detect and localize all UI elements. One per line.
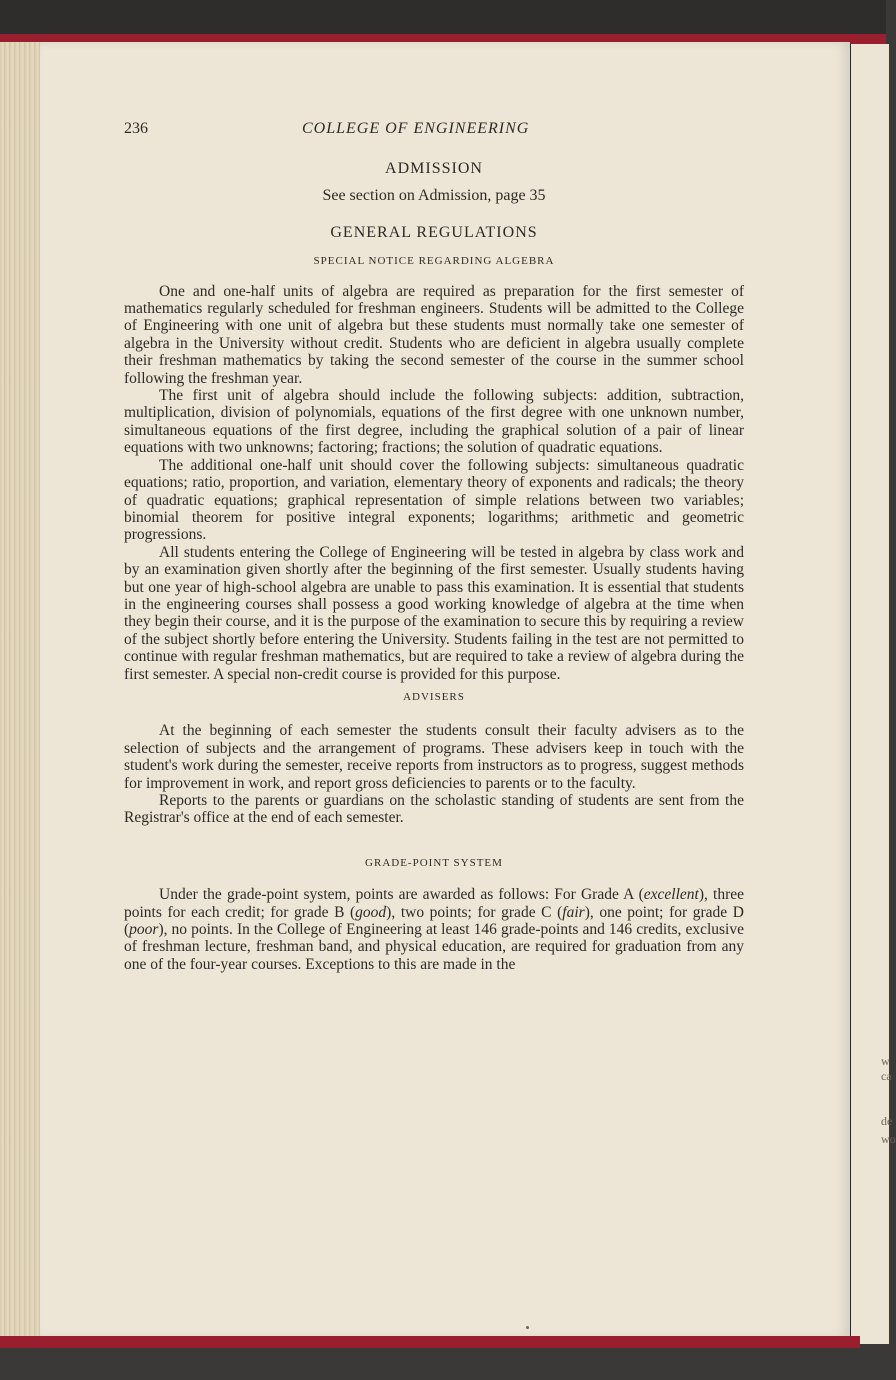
- grade-point-text: ), three points for each credit; for grade B (: [124, 886, 744, 921]
- page-number: 236: [124, 120, 148, 137]
- running-title: COLLEGE OF ENGINEERING: [302, 120, 530, 137]
- margin-mark: ca: [881, 1069, 892, 1083]
- grade-point-paragraph: [124, 886, 744, 973]
- advisers-section: [124, 722, 744, 826]
- grade-point-text: Under the grade-point system, points are awarded as follows: For Grade A (: [159, 886, 644, 904]
- algebra-section: [124, 283, 744, 683]
- advisers-heading: ADVISERS: [403, 690, 465, 703]
- grade-c-label: fair: [562, 903, 585, 921]
- grade-point-text: ), two points; for grade C (: [386, 903, 563, 921]
- body-paragraph: At the beginning of each semester the students consult their faculty advisers as to the selection of subjects and the arrangement of programs. These advisers keep in touch with the student's work during the semester, receive reports from instructors as to progress, suggest methods for improvement in work, and report gross deficiencies to parents or to the faculty.: [124, 722, 744, 792]
- grade-point-text: ), no points. In the College of Engineering at least 146 grade-points and 146 credits, exclusive of freshman lecture, freshman band, and physical education, are required for graduation from any one of the four-year courses. Exceptions to this are made in the: [124, 921, 744, 973]
- bottom-background: [0, 1348, 886, 1380]
- algebra-notice-subheading: SPECIAL NOTICE REGARDING ALGEBRA: [313, 255, 555, 268]
- grade-point-text: ), one point; for grade D (: [124, 903, 744, 939]
- adjacent-page: [848, 44, 896, 1344]
- admission-heading: ADMISSION: [385, 160, 483, 177]
- grade-b-label: good: [355, 903, 387, 921]
- margin-mark: wo: [881, 1132, 896, 1146]
- page-speck: [526, 1326, 529, 1329]
- margin-mark: w: [881, 1054, 890, 1068]
- general-regulations-heading: GENERAL REGULATIONS: [330, 223, 538, 241]
- admission-note: See section on Admission, page 35: [322, 187, 546, 205]
- margin-mark: de: [881, 1114, 893, 1128]
- grade-point-section: [124, 886, 744, 973]
- body-paragraph: Reports to the parents or guardians on the scholastic standing of students are sent from the Registrar's office at the end of each semester.: [124, 792, 744, 827]
- body-paragraph: The first unit of algebra should include the following subjects: addition, subtraction, multiplication, division of polynomials, equations of the first degree with one unknown number, simultaneous equations of the first degree, including the graphical solution of a pair of linear equations with two unknowns; factoring; fractions; the solution of quadratic equations.: [124, 387, 744, 457]
- page-stack-left: [0, 42, 40, 1342]
- body-paragraph: All students entering the College of Engineering will be tested in algebra by class work and by an examination given shortly after the beginning of the first semester. Usually students having but one year of high-school algebra are unable to pass this examination. It is essential that students in the engineering courses shall possess a good working knowledge of algebra at the time when they begin their course, and it is the purpose of the examination to secure this by requiring a review of the subject shortly before entering the University. Students failing in the test are not permitted to continue with regular freshman mathematics, but are required to take a review of algebra during the first semester. A special non-credit course is provided for this purpose.: [124, 543, 744, 683]
- body-paragraph: One and one-half units of algebra are required as preparation for the first semester of mathematics regularly scheduled for freshman engineers. Students will be admitted to the College of Engineering with one unit of algebra but these students must normally take one semester of algebra in the University without credit. Students who are deficient in algebra usually complete their freshman mathematics by taking the second semester of the course in the summer school following the freshman year.: [124, 282, 744, 387]
- grade-d-label: poor: [129, 921, 159, 939]
- grade-a-label: excellent: [643, 886, 699, 904]
- page-content: [124, 120, 744, 973]
- running-head: [124, 120, 744, 148]
- body-paragraph: The additional one-half unit should cover the following subjects: simultaneous quadratic equations; ratio, proportion, and variation, elementary theory of exponents and radicals; the theory of quadratic equations; graphical representation of simple relations between two variables; binomial theorem for positive integral exponents; logarithms; arithmetic and geometric progressions.: [124, 456, 744, 544]
- grade-point-heading: GRADE-POINT SYSTEM: [365, 856, 503, 869]
- top-background: [0, 0, 886, 38]
